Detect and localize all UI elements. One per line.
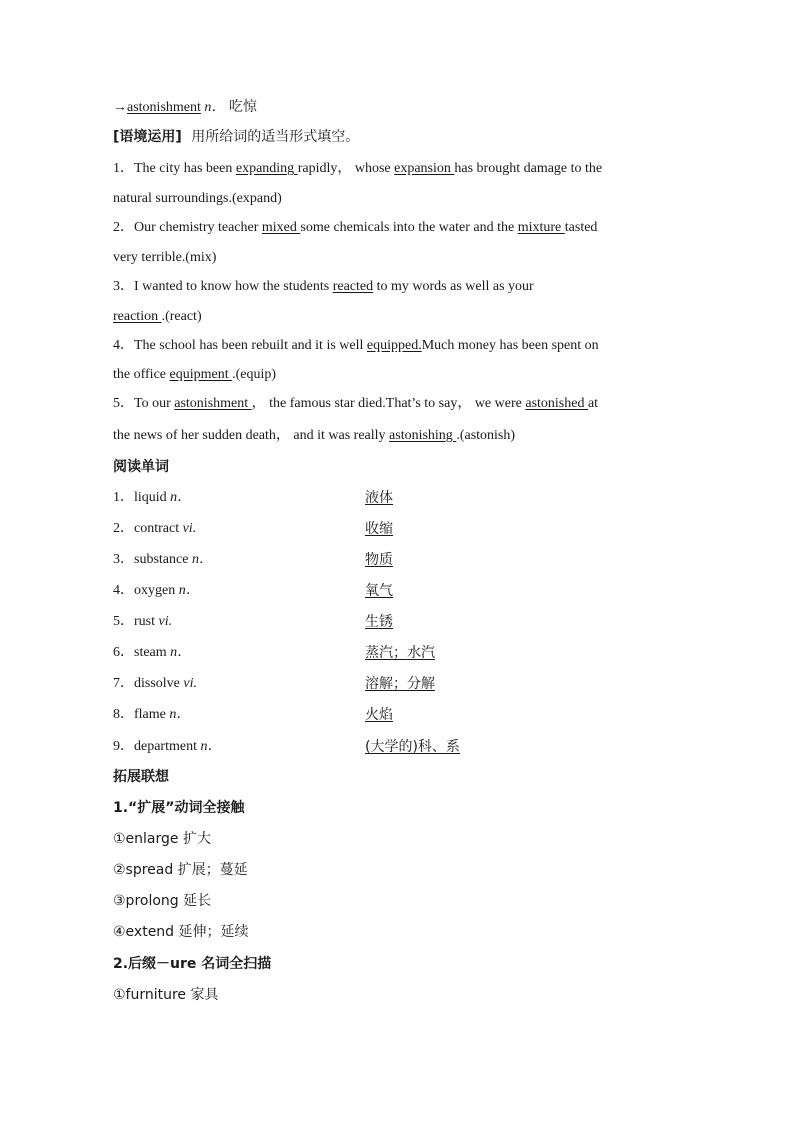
answer-blank: mixed	[261, 220, 301, 235]
exercise-text: The school has been rebuilt and it is well	[134, 338, 367, 353]
answer-blank: astonishment	[174, 396, 252, 411]
exercise-4	[113, 337, 599, 355]
exercise-text: The city has been	[134, 161, 236, 176]
exercise-text: the office	[113, 367, 170, 382]
exercise-text: to my words as well as your	[373, 279, 534, 294]
vocab-item: 6．steam n．	[113, 645, 192, 660]
exercise-number: 3．	[113, 279, 134, 294]
vocab-meaning: 火焰	[365, 707, 393, 723]
exercise-2	[113, 219, 597, 237]
answer-blank: reaction	[113, 309, 162, 324]
exercise-1-cont: natural surroundings.(expand)	[113, 191, 282, 206]
vocab-item: 1．liquid n．	[113, 490, 192, 505]
vocab-meaning: 蒸汽；水汽	[365, 645, 435, 661]
vocab-meaning: 物质	[365, 552, 393, 568]
answer-blank: reacted	[332, 279, 374, 294]
exercise-text: rapidly， whose	[297, 161, 395, 176]
answer-blank: astonished	[525, 396, 588, 411]
exercise-text: .(astonish)	[456, 428, 516, 443]
vocab-item: 9．department n．	[113, 739, 222, 754]
answer-blank: expanding	[235, 161, 298, 176]
answer-blank: expansion	[394, 161, 455, 176]
context-heading	[113, 128, 359, 147]
intro-line	[113, 98, 257, 117]
intro-meaning: 吃惊	[228, 99, 257, 115]
vocab-meaning: 液体	[365, 490, 393, 506]
vocab-meaning: 收缩	[365, 521, 393, 537]
group2-item: ①furniture 家具	[113, 987, 219, 1003]
answer-blank: equipment	[169, 367, 233, 382]
group1-item: ①enlarge 扩大	[113, 831, 211, 847]
intro-pos: n．	[204, 100, 226, 115]
exercise-5	[113, 395, 598, 413]
answer-blank: mixture	[517, 220, 565, 235]
arrow: →	[113, 100, 127, 115]
vocab-item: 5．rust vi.	[113, 614, 173, 629]
context-tag: [语境运用]	[113, 129, 182, 145]
vocab-item: 8．flame n．	[113, 707, 191, 722]
group1-item: ③prolong 延长	[113, 893, 212, 909]
extension-heading: 拓展联想	[113, 769, 169, 785]
reading-words-heading: 阅读单词	[113, 459, 169, 475]
exercise-4-cont	[113, 366, 276, 384]
exercise-5-cont	[113, 427, 515, 445]
vocab-item: 2．contract vi.	[113, 521, 197, 536]
exercise-text: I wanted to know how the students	[134, 279, 333, 294]
answer-blank: astonishing	[389, 428, 457, 443]
vocab-item: 4．oxygen n．	[113, 583, 200, 598]
intro-word: astonishment	[127, 100, 201, 115]
exercise-3-cont	[113, 308, 202, 326]
exercise-1	[113, 160, 602, 178]
vocab-meaning: (大学的)科、系	[365, 739, 460, 755]
exercise-text: Our chemistry teacher	[134, 220, 262, 235]
exercise-text: some chemicals into the water and the	[300, 220, 518, 235]
exercise-number: 2．	[113, 220, 134, 235]
exercise-text: tasted	[564, 220, 598, 235]
group1-title: 1.“扩展”动词全接触	[113, 800, 245, 816]
vocab-meaning: 溶解；分解	[365, 676, 435, 692]
exercise-text: Much money has been spent on	[421, 338, 599, 353]
exercise-number: 1．	[113, 161, 134, 176]
answer-blank: equipped.	[366, 338, 422, 353]
exercise-text: .(equip)	[232, 367, 277, 382]
exercise-text: ， the famous star died.That’s to say， we were	[251, 396, 526, 411]
exercise-text: To our	[134, 396, 175, 411]
exercise-text: has brought damage to the	[454, 161, 603, 176]
exercise-text: .(react)	[161, 309, 202, 324]
group1-item: ②spread 扩展；蔓延	[113, 862, 248, 878]
vocab-item: 3．substance n．	[113, 552, 213, 567]
exercise-3	[113, 278, 534, 296]
vocab-item: 7．dissolve vi.	[113, 676, 197, 691]
vocab-meaning: 氧气	[365, 583, 393, 599]
exercise-2-cont: very terrible.(mix)	[113, 250, 217, 265]
exercise-text: at	[587, 396, 599, 411]
exercise-number: 5．	[113, 396, 134, 411]
context-instruction: 用所给词的适当形式填空。	[191, 129, 360, 145]
group1-item: ④extend 延伸；延续	[113, 924, 249, 940]
vocab-meaning: 生锈	[365, 614, 393, 630]
exercise-number: 4．	[113, 338, 134, 353]
exercise-text: the news of her sudden death， and it was really	[113, 428, 390, 443]
group2-title: 2.后缀－ure 名词全扫描	[113, 956, 272, 972]
